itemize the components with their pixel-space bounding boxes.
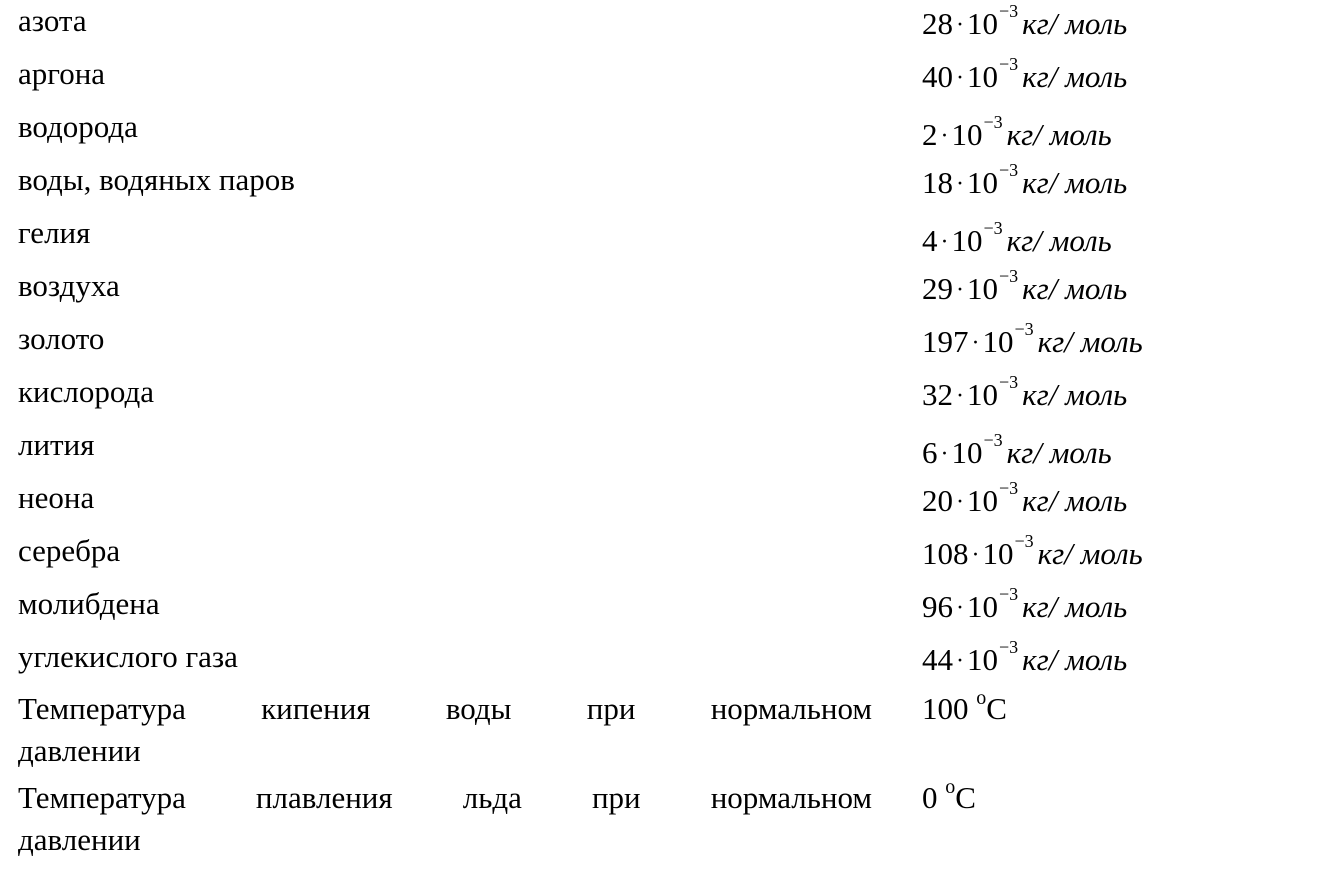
power-exponent: −3 [999, 371, 1019, 392]
molar-mass-unit: кг/ моль [1022, 483, 1128, 518]
power-exponent: −3 [999, 53, 1019, 74]
molar-mass-unit: кг/ моль [1022, 377, 1128, 412]
molar-mass-unit: кг/ моль [1006, 117, 1112, 152]
molar-mass-row [0, 0, 1328, 53]
temperature-value [922, 777, 976, 819]
molar-mass-coefficient: 18 [922, 165, 953, 200]
power-exponent: −3 [999, 0, 1019, 21]
temperature-label-line1: Температура кипения воды при нормальном [18, 691, 872, 726]
temperature-row [0, 777, 1328, 863]
molar-mass-unit: кг/ моль [1022, 589, 1128, 624]
multiplication-dot: · [956, 383, 964, 409]
power-base: 10 [967, 642, 998, 677]
power-exponent: −3 [983, 217, 1003, 238]
molar-mass-coefficient: 2 [922, 117, 938, 152]
power-exponent: −3 [1014, 318, 1034, 339]
molar-mass-coefficient: 4 [922, 223, 938, 258]
molar-mass-unit: кг/ моль [1037, 536, 1143, 571]
molar-mass-coefficient: 96 [922, 589, 953, 624]
temperature-label-line2: давлении [18, 733, 141, 768]
power-base: 10 [967, 271, 998, 306]
power-exponent: −3 [983, 111, 1003, 132]
multiplication-dot: · [956, 12, 964, 38]
temperature-unit: C [986, 691, 1007, 726]
temperature-label [18, 688, 872, 772]
power-exponent: −3 [999, 583, 1019, 604]
power-base: 10 [967, 165, 998, 200]
molar-mass-row [0, 371, 1328, 424]
substance-name: кислорода [18, 374, 155, 409]
degree-sign: o [976, 686, 987, 709]
multiplication-dot: · [956, 277, 964, 303]
temperature-label-line2: давлении [18, 822, 141, 857]
power-base: 10 [982, 324, 1014, 359]
molar-mass-value [922, 111, 1112, 159]
molar-mass-coefficient: 197 [922, 324, 969, 359]
power-exponent: −3 [983, 429, 1003, 450]
multiplication-dot: · [956, 648, 964, 674]
multiplication-dot: · [940, 123, 949, 149]
substance-name: воздуха [18, 268, 120, 303]
molar-mass-value [922, 318, 1143, 366]
substance-name: лития [18, 427, 95, 462]
molar-mass-value [922, 265, 1128, 313]
power-exponent: −3 [1014, 530, 1034, 551]
molar-mass-value [922, 371, 1128, 419]
substance-name: неона [18, 480, 95, 515]
multiplication-dot: · [940, 441, 949, 467]
substance-name: гелия [18, 215, 91, 250]
temperature-value [922, 688, 1007, 730]
molar-mass-row [0, 477, 1328, 530]
molar-mass-unit: кг/ моль [1022, 59, 1128, 94]
power-base: 10 [967, 377, 998, 412]
substance-name: воды, водяных паров [18, 162, 295, 197]
molar-mass-unit: кг/ моль [1022, 165, 1128, 200]
molar-mass-value [922, 636, 1128, 684]
molar-mass-value [922, 159, 1128, 207]
molar-mass-row [0, 636, 1328, 689]
molar-mass-value [922, 429, 1112, 477]
molar-mass-row [0, 318, 1328, 371]
molar-mass-coefficient: 32 [922, 377, 953, 412]
molar-mass-value [922, 0, 1128, 48]
substance-name: молибдена [18, 586, 160, 621]
substance-name: серебра [18, 533, 121, 568]
temperature-label-line1: Температура плавления льда при нормальном [18, 780, 872, 815]
temperature-label [18, 777, 872, 861]
substance-name: золото [18, 321, 105, 356]
power-base: 10 [951, 117, 983, 152]
molar-mass-row [0, 265, 1328, 318]
temperature-number: 100 [922, 691, 969, 726]
power-base: 10 [951, 435, 983, 470]
molar-mass-row [0, 159, 1328, 212]
multiplication-dot: · [956, 65, 964, 91]
molar-mass-row [0, 106, 1328, 159]
temperature-row [0, 688, 1328, 774]
multiplication-dot: · [940, 229, 949, 255]
substance-name: углекислого газа [18, 639, 238, 674]
temperature-number: 0 [922, 780, 938, 815]
power-base: 10 [967, 483, 998, 518]
molar-mass-value [922, 583, 1128, 631]
power-exponent: −3 [999, 636, 1019, 657]
molar-mass-unit: кг/ моль [1022, 642, 1128, 677]
molar-mass-coefficient: 40 [922, 59, 953, 94]
power-base: 10 [967, 6, 998, 41]
degree-sign: o [945, 775, 956, 798]
power-base: 10 [951, 223, 983, 258]
molar-mass-value [922, 477, 1128, 525]
multiplication-dot: · [971, 330, 980, 356]
multiplication-dot: · [956, 171, 964, 197]
molar-mass-row [0, 583, 1328, 636]
temperature-unit: C [955, 780, 976, 815]
molar-mass-value [922, 53, 1128, 101]
molar-mass-unit: кг/ моль [1022, 271, 1128, 306]
molar-mass-row [0, 424, 1328, 477]
molar-mass-coefficient: 6 [922, 435, 938, 470]
molar-mass-value [922, 217, 1112, 265]
molar-mass-unit: кг/ моль [1037, 324, 1143, 359]
molar-mass-coefficient: 108 [922, 536, 969, 571]
molar-mass-value [922, 530, 1143, 578]
molar-mass-coefficient: 29 [922, 271, 953, 306]
molar-mass-unit: кг/ моль [1022, 6, 1128, 41]
power-exponent: −3 [999, 159, 1019, 180]
molar-mass-row [0, 53, 1328, 106]
molar-mass-coefficient: 20 [922, 483, 953, 518]
power-base: 10 [967, 589, 998, 624]
multiplication-dot: · [956, 489, 964, 515]
power-exponent: −3 [999, 477, 1019, 498]
power-base: 10 [982, 536, 1014, 571]
substance-name: водорода [18, 109, 138, 144]
substance-name: аргона [18, 56, 106, 91]
molar-mass-row [0, 212, 1328, 265]
multiplication-dot: · [956, 595, 964, 621]
substance-name: азота [18, 3, 87, 38]
power-exponent: −3 [999, 265, 1019, 286]
multiplication-dot: · [971, 542, 980, 568]
molar-mass-row [0, 530, 1328, 583]
molar-mass-coefficient: 44 [922, 642, 953, 677]
molar-mass-unit: кг/ моль [1006, 223, 1112, 258]
molar-mass-unit: кг/ моль [1006, 435, 1112, 470]
molar-mass-coefficient: 28 [922, 6, 953, 41]
power-base: 10 [967, 59, 998, 94]
